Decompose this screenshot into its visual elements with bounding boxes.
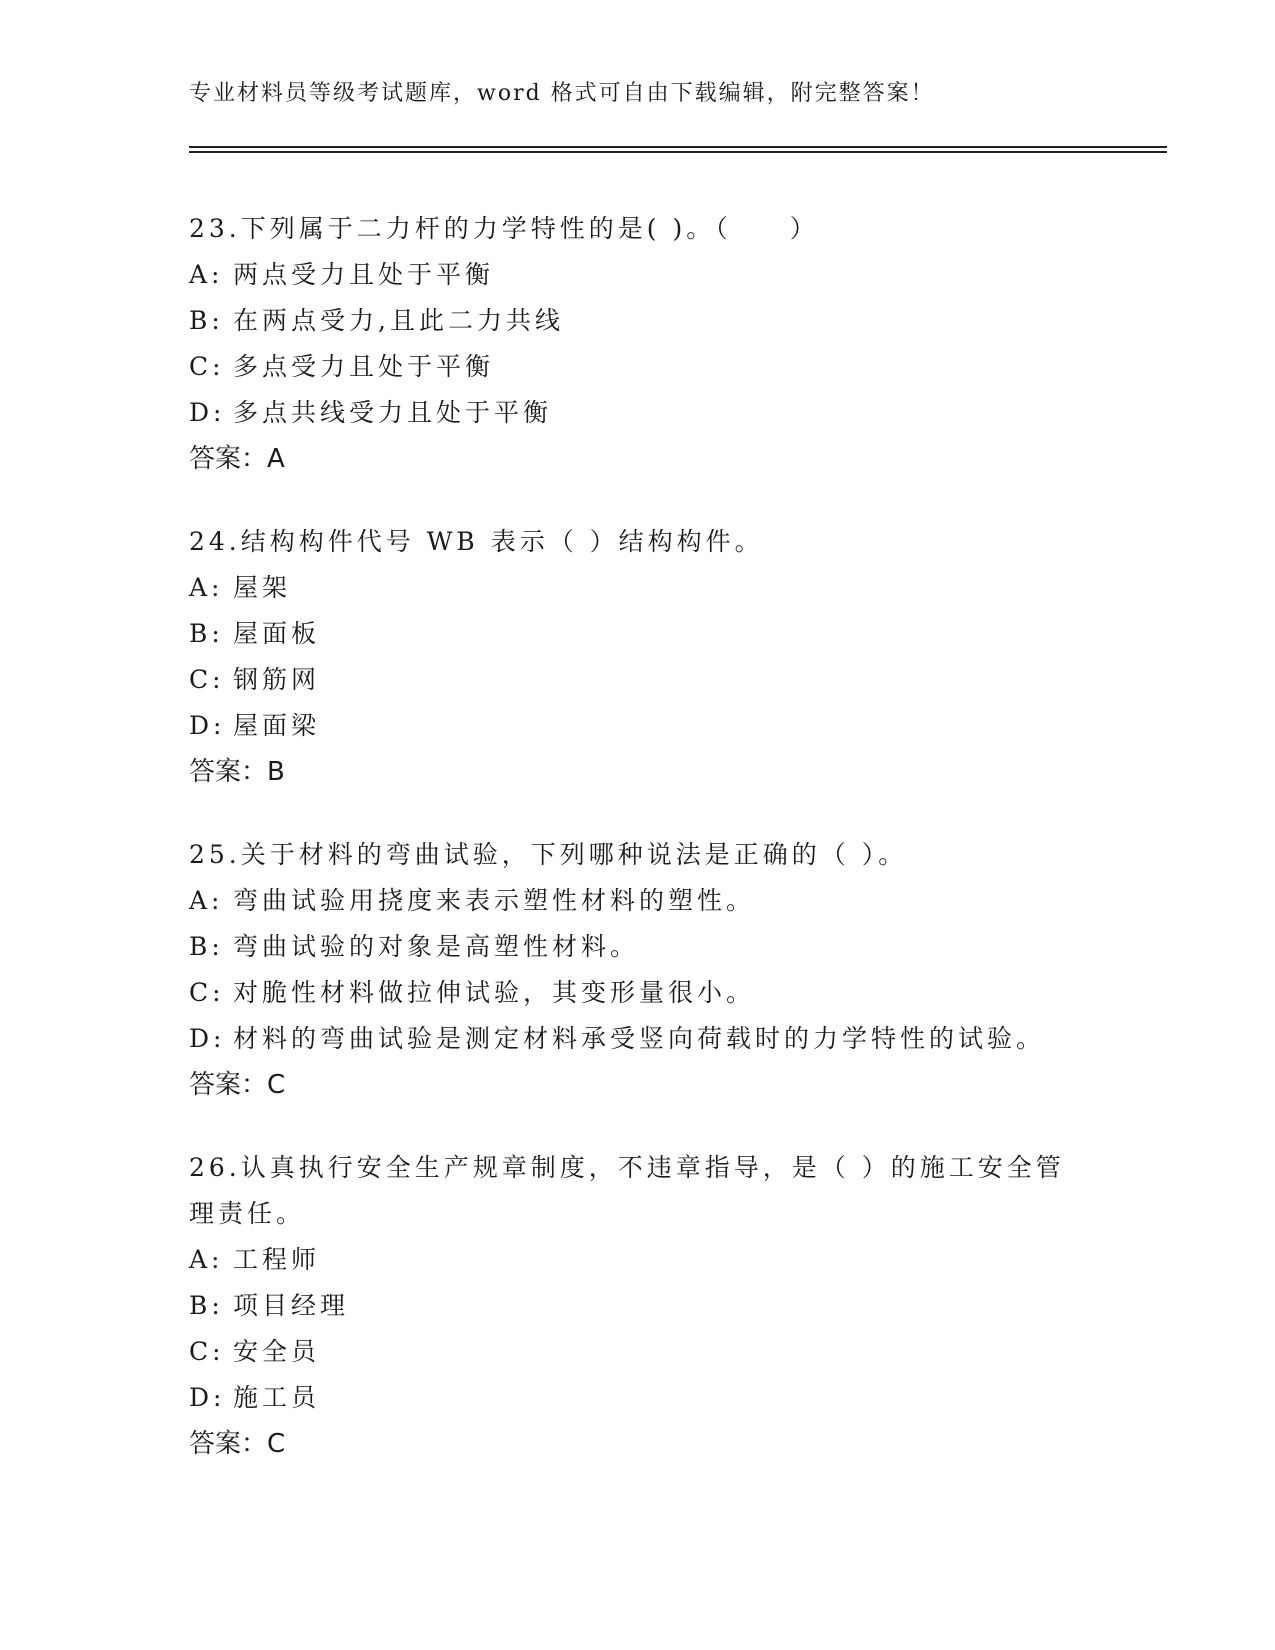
question-stem-line: 理责任。 <box>189 1199 306 1228</box>
option-key: A: <box>189 886 224 915</box>
document-header: 专业材料员等级考试题库，word 格式可自由下载编辑，附完整答案！ <box>189 81 935 106</box>
option-key: D: <box>189 1383 226 1412</box>
question-stem <box>189 1145 1089 1237</box>
option-a <box>189 878 1089 924</box>
option-key: C: <box>189 978 225 1007</box>
option-b <box>189 924 1089 970</box>
option-c <box>189 970 1089 1016</box>
option-text: 对脆性材料做拉伸试验，其变形量很小。 <box>233 978 756 1007</box>
option-text: 弯曲试验的对象是高塑性材料。 <box>233 932 640 961</box>
option-text: 安全员 <box>233 1337 321 1366</box>
answer-line: 答案：B <box>189 757 285 787</box>
question-stem <box>189 519 1089 565</box>
question-stem-line: 26.认真执行安全生产规章制度，不违章指导，是（ ）的施工安全管 <box>189 1153 1065 1182</box>
answer-line: 答案：C <box>189 1070 286 1100</box>
option-a <box>189 565 1089 611</box>
answer-line: 答案：C <box>189 1429 286 1459</box>
option-text: 工程师 <box>233 1245 321 1274</box>
option-c <box>189 657 1089 703</box>
question-stem-line: 23.下列属于二力杆的力学特性的是( )。（ ） <box>189 214 819 243</box>
question-25 <box>189 832 1089 1108</box>
answer-line: 答案：A <box>189 444 285 474</box>
option-d <box>189 390 1089 436</box>
option-text: 两点受力且处于平衡 <box>233 260 495 289</box>
option-a <box>189 1237 1089 1283</box>
option-text: 屋面梁 <box>233 711 321 740</box>
option-d <box>189 1016 1089 1062</box>
question-23 <box>189 206 1089 482</box>
option-key: B: <box>189 306 224 335</box>
option-b <box>189 298 1089 344</box>
option-key: B: <box>189 932 224 961</box>
option-c <box>189 344 1089 390</box>
option-key: D: <box>189 398 226 427</box>
option-b <box>189 611 1089 657</box>
option-text: 弯曲试验用挠度来表示塑性材料的塑性。 <box>233 886 756 915</box>
option-key: C: <box>189 665 225 694</box>
question-stem-line: 24.结构构件代号 WB 表示（ ）结构构件。 <box>189 527 764 556</box>
option-a <box>189 252 1089 298</box>
question-stem <box>189 832 1089 878</box>
option-key: C: <box>189 352 225 381</box>
header-divider-top <box>189 146 1167 148</box>
option-key: A: <box>189 260 224 289</box>
option-key: C: <box>189 1337 225 1366</box>
option-b <box>189 1283 1089 1329</box>
option-key: B: <box>189 619 224 648</box>
question-list <box>189 206 1089 1504</box>
option-text: 屋架 <box>233 573 292 602</box>
option-key: D: <box>189 711 226 740</box>
option-c <box>189 1329 1089 1375</box>
header-divider-bottom <box>189 151 1167 153</box>
option-text: 多点受力且处于平衡 <box>233 352 495 381</box>
option-text: 施工员 <box>233 1383 321 1412</box>
option-text: 屋面板 <box>233 619 321 648</box>
option-d <box>189 1375 1089 1421</box>
question-24 <box>189 519 1089 795</box>
option-d <box>189 703 1089 749</box>
question-stem-line: 25.关于材料的弯曲试验，下列哪种说法是正确的（ ）。 <box>189 840 908 869</box>
option-text: 多点共线受力且处于平衡 <box>233 398 553 427</box>
option-key: B: <box>189 1291 224 1320</box>
option-key: A: <box>189 573 224 602</box>
option-text: 在两点受力,且此二力共线 <box>233 306 564 335</box>
option-key: A: <box>189 1245 224 1274</box>
question-26 <box>189 1145 1089 1467</box>
option-text: 材料的弯曲试验是测定材料承受竖向荷载时的力学特性的试验。 <box>233 1024 1046 1053</box>
option-text: 项目经理 <box>233 1291 350 1320</box>
option-text: 钢筋网 <box>233 665 321 694</box>
option-key: D: <box>189 1024 226 1053</box>
question-stem <box>189 206 1089 252</box>
